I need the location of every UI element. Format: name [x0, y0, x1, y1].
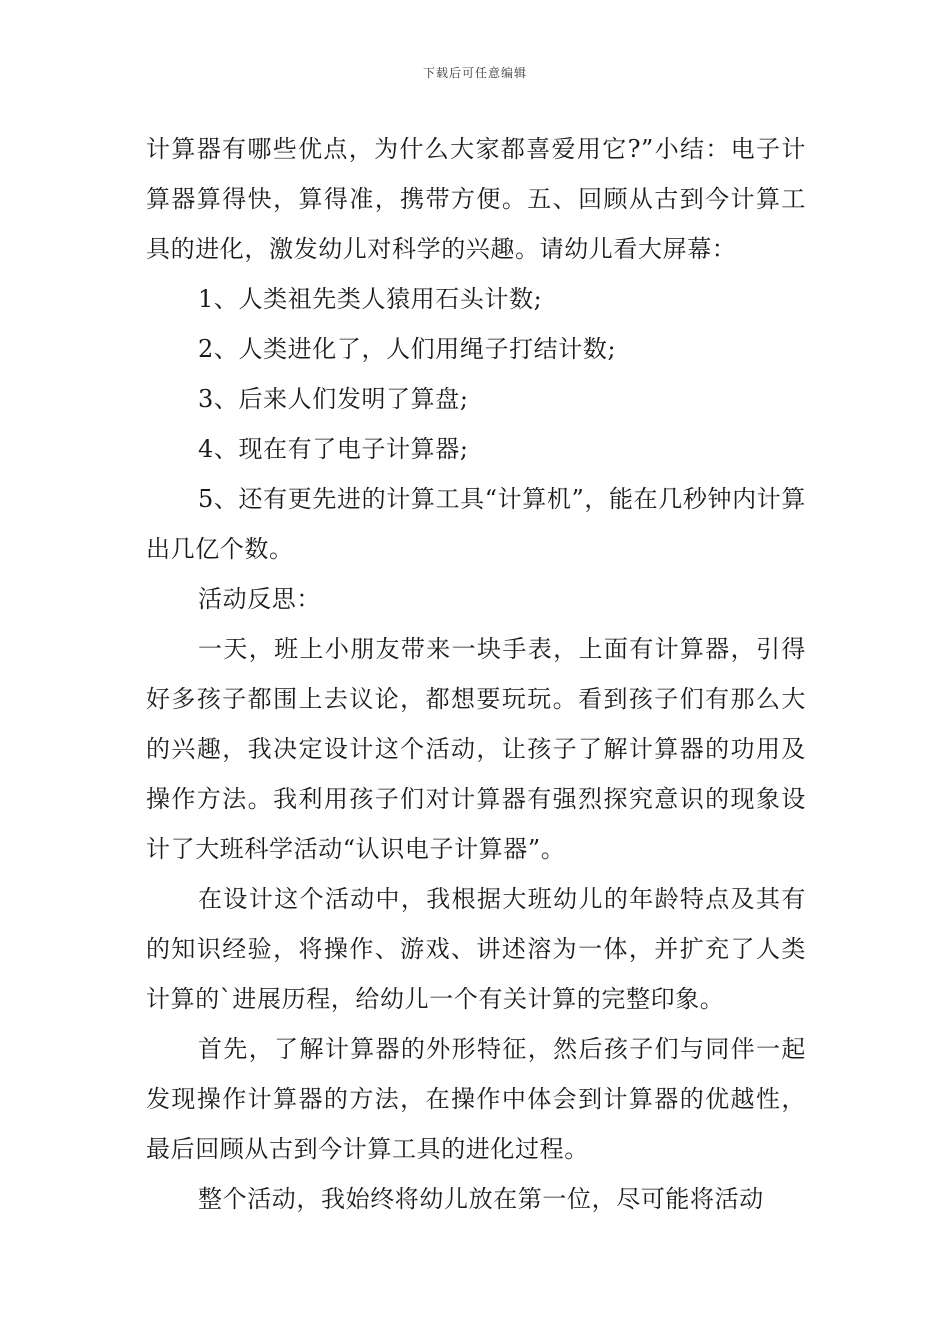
paragraph-reflection-origin: 一天，班上小朋友带来一块手表，上面有计算器，引得好多孩子都围上去议论，都想要玩玩。看到孩子们有那么大的兴趣，我决定设计这个活动，让孩子了解计算器的功用及操作方法。我利用孩子们对计算器有强烈探究意识的现象设计了大班科学活动“认识电子计算器”。: [146, 635, 806, 863]
paragraph-reflection-design: 在设计这个活动中，我根据大班幼儿的年龄特点及其有的知识经验，将操作、游戏、讲述溶为一体，并扩充了人类计算的`进展历程，给幼儿一个有关计算的完整印象。: [146, 885, 806, 1013]
list-item-abacus: 3、后来人们发明了算盘;: [198, 385, 469, 413]
page-header-note: 下载后可任意编辑: [422, 66, 527, 80]
paragraph-calculator-advantages: 计算器有哪些优点，为什么大家都喜爱用它?”小结：电子计算器算得快，算得准，携带方便。五、回顾从古到今计算工具的进化，激发幼儿对科学的兴趣。请幼儿看大屏幕：: [146, 135, 806, 263]
document-body: [146, 124, 806, 1224]
list-item-stone-counting: 1、人类祖先类人猿用石头计数;: [198, 285, 543, 313]
list-item-rope-knots: 2、人类进化了，人们用绳子打结计数;: [198, 335, 617, 363]
section-heading-reflection: 活动反思：: [198, 585, 321, 613]
list-item-computer: 5、还有更先进的计算工具“计算机”，能在几秒钟内计算出几亿个数。: [146, 485, 806, 563]
paragraph-reflection-summary: 整个活动，我始终将幼儿放在第一位，尽可能将活动: [198, 1185, 764, 1213]
list-item-electronic-calculator: 4、现在有了电子计算器;: [198, 435, 469, 463]
paragraph-reflection-process: 首先，了解计算器的外形特征，然后孩子们与同伴一起发现操作计算器的方法，在操作中体会到计算器的优越性，最后回顾从古到今计算工具的进化过程。: [146, 1035, 806, 1163]
